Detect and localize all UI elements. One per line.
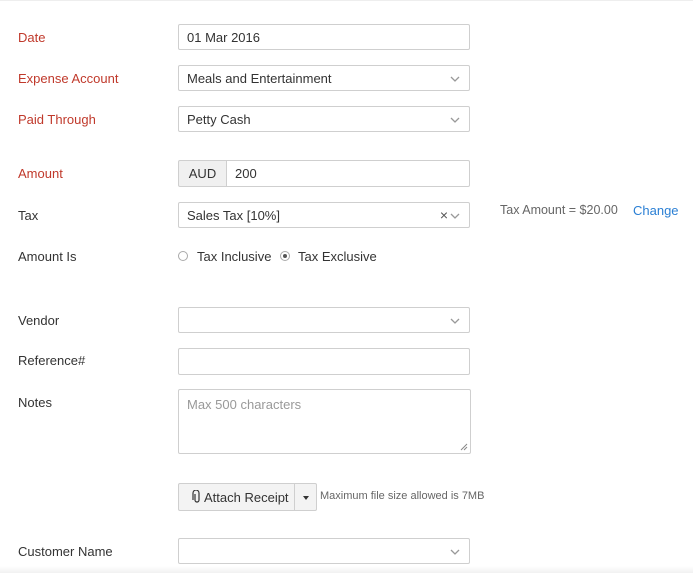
close-icon[interactable]: × [439, 207, 448, 223]
attach-receipt-button[interactable] [178, 483, 295, 511]
tax-exclusive-label[interactable]: Tax Exclusive [298, 249, 377, 264]
chevron-down-icon [449, 114, 461, 126]
customer-name-label: Customer Name [18, 544, 113, 559]
caret-down-icon [303, 496, 309, 500]
reference-label: Reference# [18, 353, 86, 368]
amount-label: Amount [18, 166, 63, 181]
chevron-down-icon [449, 73, 461, 85]
expense-account-value: Meals and Entertainment [187, 71, 332, 86]
tax-amount-text: Tax Amount = $20.00 [500, 203, 618, 217]
notes-placeholder: Max 500 characters [187, 397, 302, 412]
chevron-down-icon [449, 546, 461, 558]
tax-exclusive-radio[interactable] [280, 251, 290, 261]
paid-through-select[interactable] [178, 106, 470, 132]
vendor-select[interactable] [178, 307, 470, 333]
notes-textarea[interactable] [178, 389, 471, 454]
amount-field [178, 160, 470, 187]
max-file-size-hint: Maximum file size allowed is 7MB [320, 490, 485, 502]
amount-value: 200 [235, 166, 257, 181]
amount-input[interactable] [226, 160, 470, 187]
tax-label: Tax [18, 208, 39, 223]
resize-handle-icon[interactable] [460, 443, 468, 451]
date-value: 01 Mar 2016 [187, 30, 260, 45]
tax-inclusive-label[interactable]: Tax Inclusive [197, 249, 272, 264]
tax-inclusive-radio[interactable] [178, 251, 188, 261]
tax-value: Sales Tax [10%] [187, 208, 280, 223]
chevron-down-icon [449, 210, 461, 222]
reference-input[interactable] [178, 348, 470, 375]
expense-account-label: Expense Account [18, 71, 119, 86]
attach-receipt-label: Attach Receipt [204, 490, 289, 505]
amount-is-label: Amount Is [18, 249, 77, 264]
paid-through-label: Paid Through [18, 112, 96, 127]
notes-label: Notes [18, 395, 52, 410]
vendor-label: Vendor [18, 313, 60, 328]
date-input[interactable] [178, 24, 470, 50]
date-label: Date [18, 30, 46, 45]
currency-selector[interactable]: AUD [178, 160, 227, 187]
expense-account-select[interactable] [178, 65, 470, 91]
attach-options-dropdown[interactable] [294, 483, 317, 511]
tax-select[interactable] [178, 202, 470, 228]
paid-through-value: Petty Cash [187, 112, 251, 127]
change-tax-link[interactable]: Change [633, 203, 679, 218]
chevron-down-icon [449, 315, 461, 327]
customer-name-select[interactable] [178, 538, 470, 564]
footer-shadow [0, 566, 693, 573]
paperclip-icon [192, 490, 202, 504]
top-divider [0, 0, 693, 1]
